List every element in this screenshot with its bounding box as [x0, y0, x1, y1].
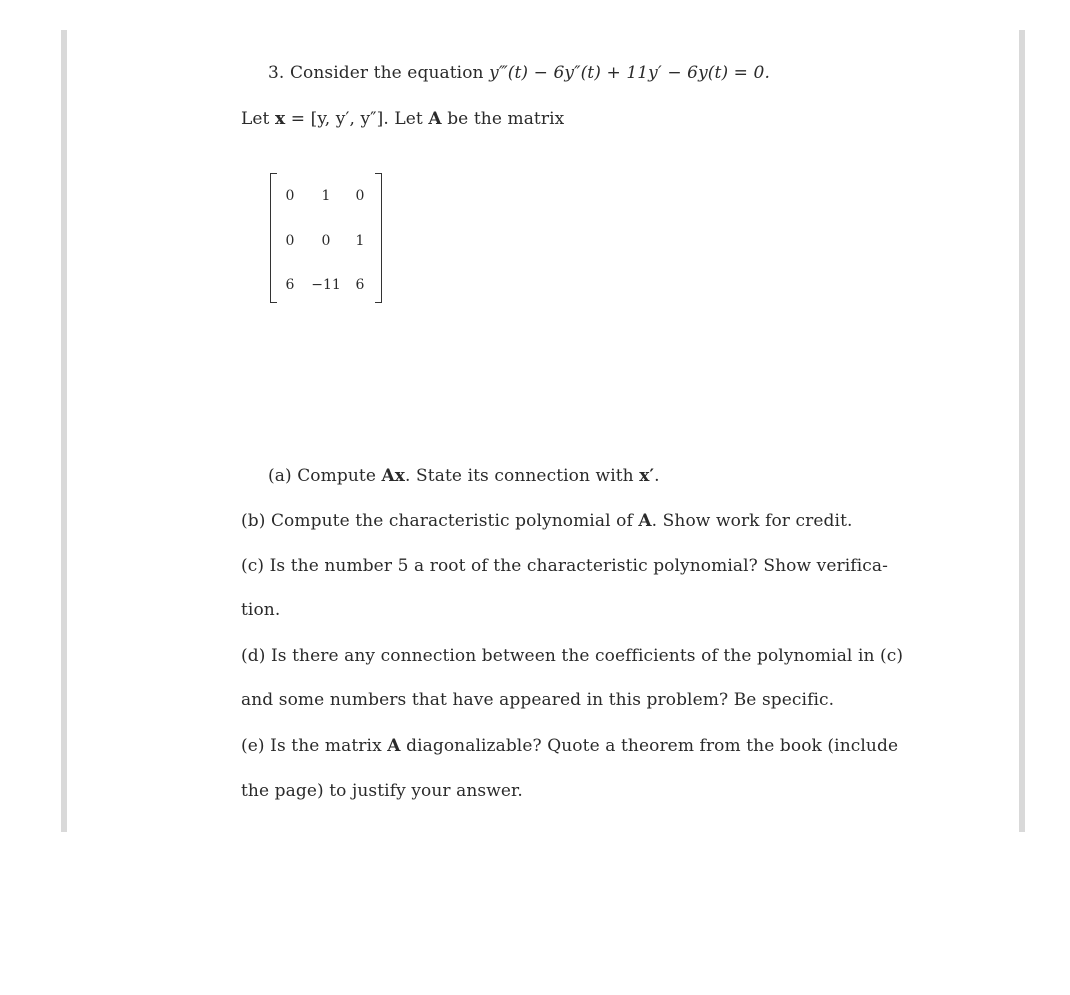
part-a-prefix: (a) Compute	[268, 466, 376, 486]
part-d-line-1: (d) Is there any connection between the coefficients of the polynomial in (c)	[241, 646, 904, 666]
part-a-middle: . State its connection with	[405, 466, 634, 486]
let-suffix: be the matrix	[447, 109, 565, 129]
a-matrix-symbol: A	[638, 511, 652, 531]
matrix-cell: 1	[355, 233, 365, 249]
part-b-suffix: . Show work for credit.	[651, 511, 853, 531]
page-right-border	[1019, 30, 1025, 832]
matrix-cell: 0	[285, 233, 295, 249]
part-e-suffix: diagonalizable? Quote a theorem from the book (include	[406, 736, 899, 756]
matrix-cell: 0	[355, 188, 365, 204]
part-c-line-2: tion.	[241, 600, 281, 620]
ax-product: Ax	[381, 466, 406, 486]
let-prefix: Let	[241, 109, 270, 129]
x-prime-symbol: x′	[639, 466, 655, 486]
x-definition: = [y, y′, y″]. Let	[290, 109, 423, 129]
matrix-cell: 0	[321, 233, 331, 249]
part-a-end: .	[654, 466, 660, 486]
matrix-a	[270, 173, 382, 301]
problem-number: 3.	[268, 63, 285, 83]
problem-statement	[268, 63, 770, 83]
matrix-cell: −11	[311, 277, 341, 293]
differential-equation: y‴(t) − 6y″(t) + 11y′ − 6y(t) = 0.	[489, 63, 770, 83]
matrix-cell: 1	[321, 188, 331, 204]
part-a	[268, 466, 660, 486]
x-vector-symbol: x	[275, 109, 286, 129]
part-b	[241, 511, 853, 531]
page-left-border	[61, 30, 67, 832]
part-c-line-1: (c) Is the number 5 a root of the characteristic polynomial? Show verifica-	[241, 556, 888, 576]
matrix-cell: 6	[355, 277, 365, 293]
matrix-cell: 6	[285, 277, 295, 293]
part-b-prefix: (b) Compute the characteristic polynomial of	[241, 511, 633, 531]
matrix-cell: 0	[285, 188, 295, 204]
vector-definition	[241, 109, 564, 129]
intro-text: Consider the equation	[289, 63, 484, 83]
part-e-line-2: the page) to justify your answer.	[241, 781, 523, 801]
a-matrix-symbol: A	[428, 109, 442, 129]
matrix-right-bracket	[375, 173, 382, 303]
part-d-line-2: and some numbers that have appeared in this problem? Be specific.	[241, 690, 835, 710]
part-e-line-1	[241, 736, 898, 756]
part-e-prefix: (e) Is the matrix	[241, 736, 382, 756]
a-matrix-symbol: A	[387, 736, 401, 756]
